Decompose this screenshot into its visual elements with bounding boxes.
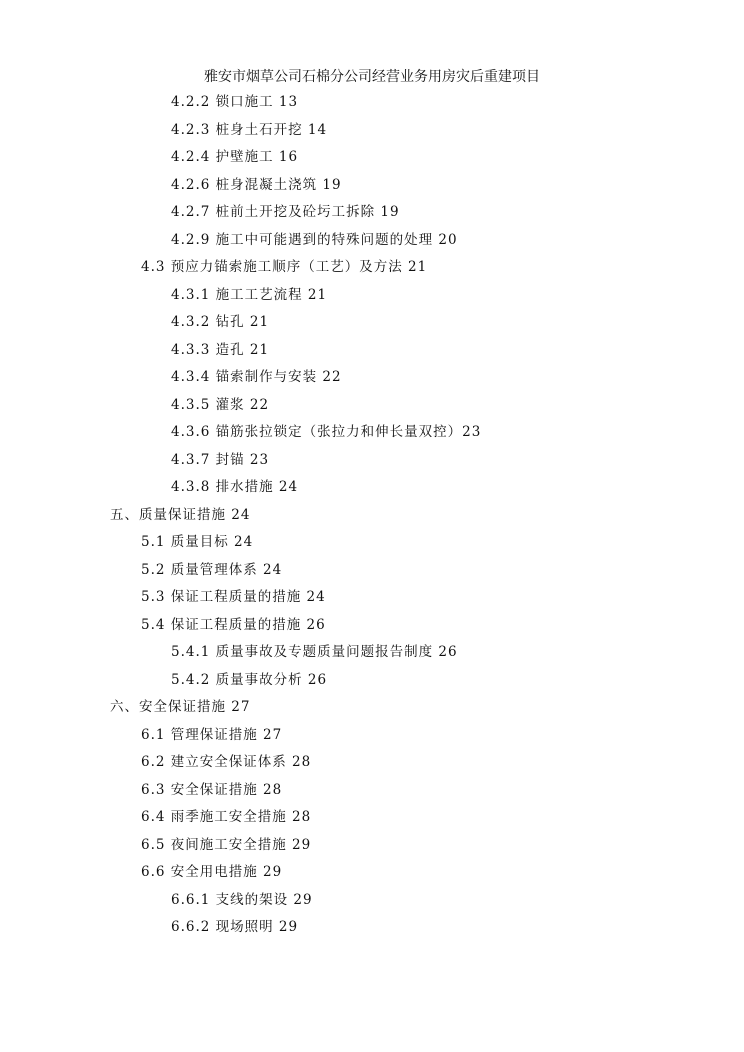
toc-entry[interactable]: 4.2.3 桩身土石开挖 14 [171,121,328,138]
toc-entry[interactable]: 六、安全保证措施 27 [110,699,251,715]
toc-entry[interactable]: 6.6 安全用电措施 29 [141,864,283,880]
toc-entry[interactable]: 5.1 质量目标 24 [141,534,254,550]
page-header-title: 雅安市烟草公司石棉分公司经营业务用房灾后重建项目 [204,69,540,85]
toc-entry[interactable]: 4.3.4 锚索制作与安装 22 [171,369,342,385]
toc-entry[interactable]: 6.1 管理保证措施 27 [141,726,283,743]
toc-entry[interactable]: 6.2 建立安全保证体系 28 [141,754,312,770]
toc-entry[interactable]: 4.2.7 桩前土开挖及砼圬工拆除 19 [171,204,400,220]
toc-entry[interactable]: 6.4 雨季施工安全措施 28 [141,809,312,825]
toc-entry[interactable]: 6.6.2 现场照明 29 [171,919,299,935]
toc-entry[interactable]: 5.4 保证工程质量的措施 26 [141,616,326,633]
toc-entry[interactable]: 4.3.2 钻孔 21 [171,314,270,330]
toc-entry[interactable]: 4.2.2 锁口施工 13 [171,94,299,110]
toc-entry[interactable]: 6.3 安全保证措施 28 [141,781,283,798]
toc-entry[interactable]: 4.2.6 桩身混凝土浇筑 19 [171,176,342,193]
toc-entry[interactable]: 4.2.4 护壁施工 16 [171,149,299,165]
toc-entry[interactable]: 五、质量保证措施 24 [110,506,251,523]
toc-entry[interactable]: 5.3 保证工程质量的措施 24 [141,589,326,605]
toc-entry[interactable]: 4.3.5 灌浆 22 [171,396,270,413]
toc-entry[interactable]: 4.3.7 封锚 23 [171,451,270,468]
toc-entry[interactable]: 4.3.3 造孔 21 [171,341,270,358]
toc-entry[interactable]: 4.3.1 施工工艺流程 21 [171,286,328,303]
toc-entry[interactable]: 5.2 质量管理体系 24 [141,561,283,578]
toc-entry[interactable]: 5.4.2 质量事故分析 26 [171,671,328,688]
toc-entry[interactable]: 4.2.9 施工中可能遇到的特殊问题的处理 20 [171,231,458,248]
toc-entry[interactable]: 6.6.1 支线的架设 29 [171,891,313,908]
toc-entry[interactable]: 5.4.1 质量事故及专题质量问题报告制度 26 [171,644,458,660]
toc-entry[interactable]: 4.3.6 锚筋张拉锁定（张拉力和伸长量双控）23 [171,424,482,440]
toc-entry[interactable]: 4.3.8 排水措施 24 [171,479,299,495]
toc-entry[interactable]: 6.5 夜间施工安全措施 29 [141,836,312,853]
toc-entry[interactable]: 4.3 预应力锚索施工顺序（工艺）及方法 21 [141,259,428,275]
